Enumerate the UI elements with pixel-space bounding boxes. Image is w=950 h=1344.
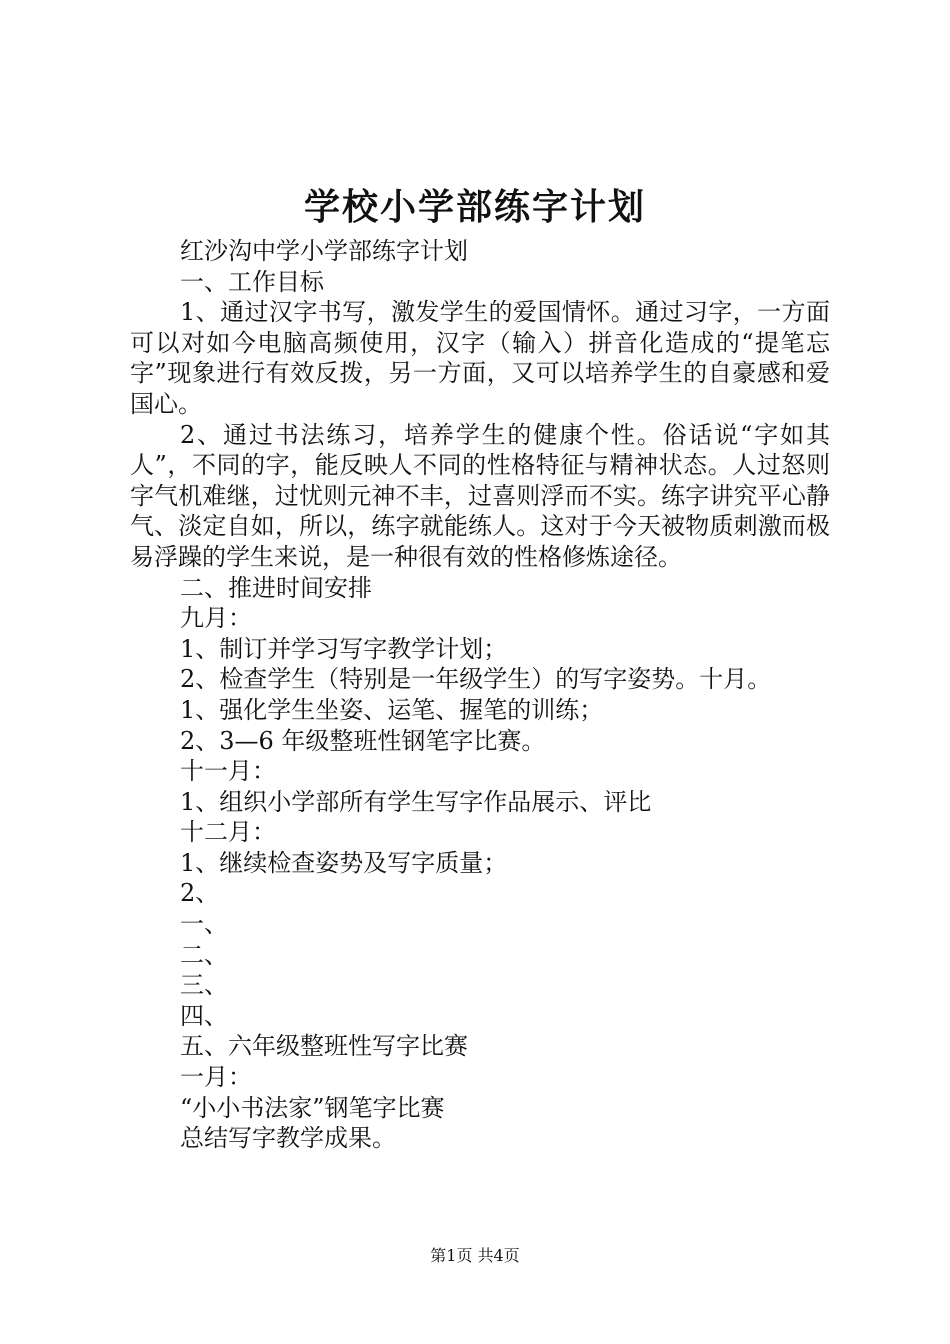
month-heading: 一月： bbox=[180, 1063, 252, 1092]
list-item: 三、 bbox=[180, 971, 228, 1000]
section-heading: 一、工作目标 bbox=[180, 267, 324, 296]
paragraph: 2、通过书法练习，培养学生的健康个性。俗话说“字如其人”，不同的字，能反映人不同的性格特征与精神状态。人过怒则字气机难继，过忧则元神不丰，过喜则浮而不实。练字讲究平心静气、淡定自如，所以，练字就能练人。这对于今天被物质刺激而极易浮躁的学生来说，是一种很有效的性格修炼途径。 bbox=[130, 420, 830, 571]
list-item: “小小书法家”钢笔字比赛 bbox=[180, 1093, 445, 1122]
list-item: 四、 bbox=[180, 1001, 228, 1030]
list-item: 1、强化学生坐姿、运笔、握笔的训练； bbox=[180, 695, 604, 724]
list-item: 1、继续检查姿势及写字质量； bbox=[180, 848, 508, 877]
month-heading: 十二月： bbox=[180, 818, 276, 847]
document-body bbox=[130, 236, 830, 1154]
month-heading: 十一月： bbox=[180, 757, 276, 786]
document-title: 学校小学部练字计划 bbox=[303, 186, 646, 228]
section-heading: 二、推进时间安排 bbox=[180, 573, 372, 602]
list-item: 1、制订并学习写字教学计划； bbox=[180, 634, 508, 663]
list-item: 五、六年级整班性写字比赛 bbox=[180, 1032, 468, 1061]
list-item: 1、组织小学部所有学生写字作品展示、评比 bbox=[180, 787, 652, 816]
list-item: 2、3—6 年级整班性钢笔字比赛。 bbox=[180, 726, 546, 755]
paragraph: 1、通过汉字书写，激发学生的爱国情怀。通过习字，一方面可以对如今电脑高频使用，汉字（输入）拼音化造成的“提笔忘字”现象进行有效反拨，另一方面，又可以培养学生的自豪感和爱国心。 bbox=[130, 298, 830, 418]
list-item: 2、 bbox=[180, 879, 220, 908]
list-item: 2、检查学生（特别是一年级学生）的写字姿势。十月。 bbox=[180, 665, 772, 694]
list-item: 总结写字教学成果。 bbox=[180, 1124, 396, 1153]
page-footer: 第1页 共4页 bbox=[430, 1246, 520, 1265]
list-item: 二、 bbox=[180, 940, 228, 969]
list-item: 一、 bbox=[180, 910, 228, 939]
document-subtitle: 红沙沟中学小学部练字计划 bbox=[180, 237, 468, 265]
month-heading: 九月： bbox=[180, 604, 252, 633]
